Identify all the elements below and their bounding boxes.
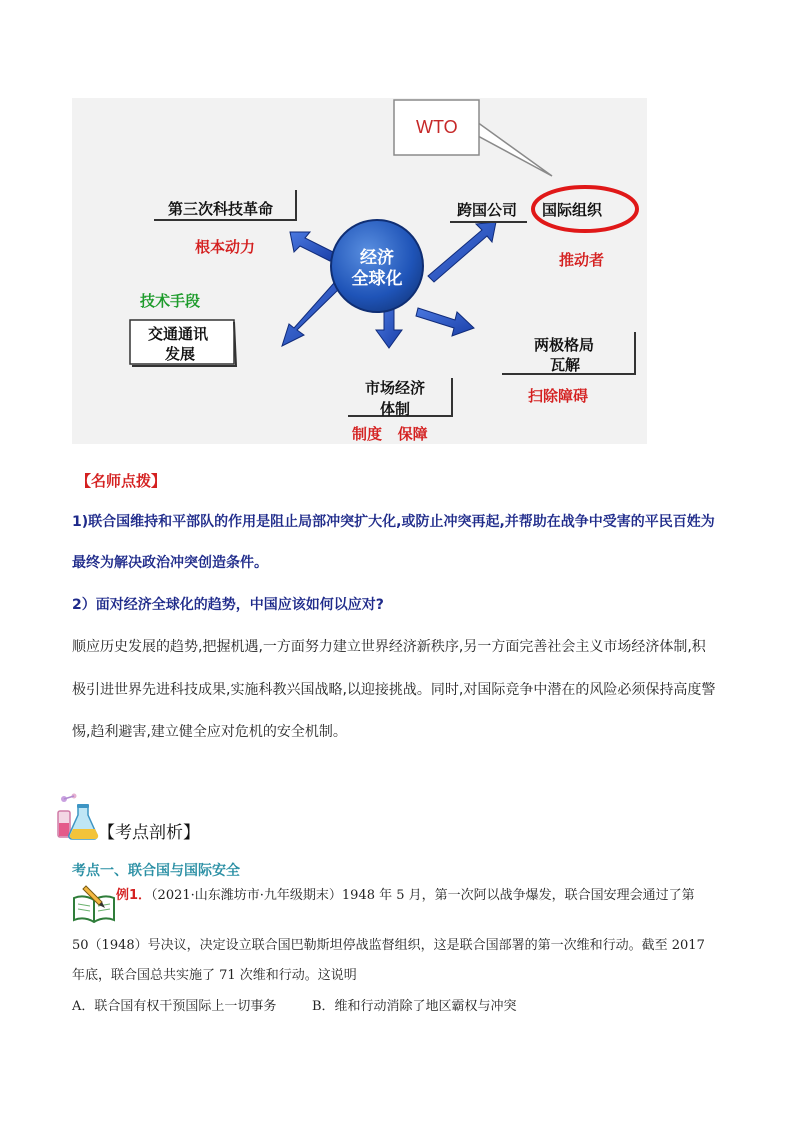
example-line-2: 50（1948）号决议，决定设立联合国巴勒斯坦停战监督组织，这是联合国部署的第一次维和行动。截至 2017	[72, 938, 705, 953]
arrow-to-transport	[282, 283, 340, 346]
center-line-2: 全球化	[351, 269, 403, 289]
arrow-to-multinational	[428, 222, 496, 282]
tech-revolution-label: 第三次科技革命	[168, 200, 274, 218]
bipolar-line-2: 瓦解	[550, 356, 581, 374]
tip-q1-line-1: 1)联合国维持和平部队的作用是阻止局部冲突扩大化,或防止冲突再起,并帮助在战争中受害的平民百姓为	[72, 514, 715, 530]
economic-globalization-diagram	[72, 98, 647, 444]
option-a: A．联合国有权干预国际上一切事务	[72, 999, 277, 1014]
market-line-1: 市场经济	[365, 379, 426, 397]
intl-org-label: 国际组织	[542, 201, 603, 219]
institution-label: 制度 保障	[352, 425, 428, 443]
wto-label: WTO	[416, 117, 458, 137]
arrow-to-bipolar	[416, 308, 474, 336]
center-label	[331, 248, 423, 290]
example-line-1	[116, 884, 695, 903]
kaodian-title: 考点一、联合国与国际安全	[72, 863, 240, 879]
tip-answer-line-3: 惕,趋利避害,建立健全应对危机的安全机制。	[72, 724, 347, 740]
tips-title: 【名师点拨】	[76, 472, 167, 490]
tip-answer-line-2: 极引进世界先进科技成果,实施科教兴国战略,以迎接挑战。同时,对国际竞争中潜在的风险必须保持高度警	[72, 682, 716, 698]
center-line-1: 经济	[360, 248, 394, 268]
market-line-2: 体制	[380, 400, 411, 418]
section-title: 【考点剖析】	[98, 823, 200, 843]
clear-obstacles-label: 扫除障碍	[528, 387, 589, 405]
example-line-1-text: （2021·山东潍坊市·九年级期末）1948 年 5 月，第一次阿以战争爆发，联合国安理会通过了第	[151, 888, 695, 903]
tip-q1-line-2: 最终为解决政治冲突创造条件。	[72, 555, 268, 571]
flask-icon	[54, 793, 100, 841]
tip-answer-line-1: 顺应历史发展的趋势,把握机遇,一方面努力建立世界经济新秩序,另一方面完善社会主义市场经济体制,积	[72, 639, 706, 655]
example-label: 例1．	[116, 888, 152, 903]
tech-means-label: 技术手段	[140, 292, 201, 310]
tip-q2: 2）面对经济全球化的趋势，中国应该如何以应对?	[72, 597, 384, 613]
book-pencil-icon	[72, 884, 116, 924]
bipolar-line-1: 两极格局	[534, 336, 595, 354]
transport-line-2: 发展	[165, 345, 196, 363]
root-power-label: 根本动力	[195, 238, 256, 256]
transport-line-1: 交通通讯	[148, 325, 209, 343]
example-line-3: 年底，联合国总共实施了 71 次维和行动。这说明	[72, 968, 357, 983]
multinational-label: 跨国公司	[457, 201, 518, 219]
option-b: B．维和行动消除了地区霸权与冲突	[312, 999, 517, 1014]
arrow-to-tech-revolution	[290, 232, 335, 261]
promoter-label: 推动者	[559, 251, 605, 269]
